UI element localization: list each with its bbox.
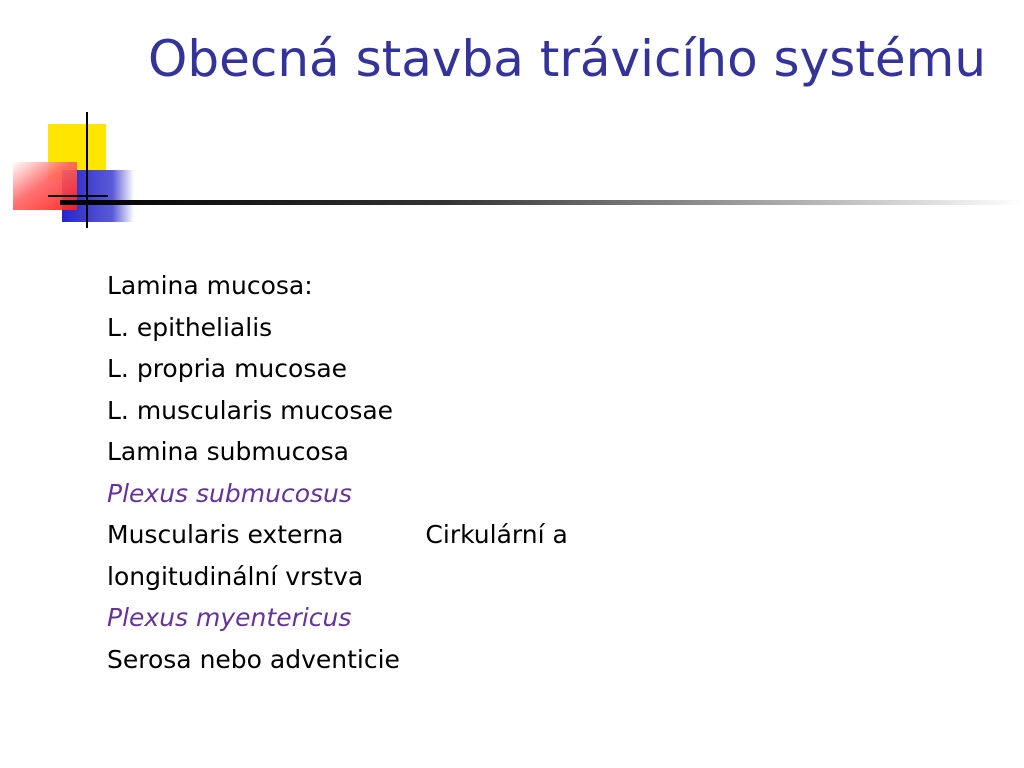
text-line-epithelialis: L. epithelialis bbox=[107, 312, 273, 342]
text-line-longitudinalni-vrstva: longitudinální vrstva bbox=[107, 561, 364, 591]
text-line-muscularis-mucosae: L. muscularis mucosae bbox=[107, 395, 394, 425]
cirkularni-label: Cirkulární a bbox=[425, 520, 568, 549]
slide-body bbox=[107, 265, 807, 680]
text-line-serosa: Serosa nebo adventicie bbox=[107, 644, 400, 674]
text-line-propria-mucosae: L. propria mucosae bbox=[107, 354, 348, 383]
muscularis-externa-label: Muscularis externa bbox=[107, 520, 344, 549]
slide-title: Obecná stavba trávicího systému bbox=[148, 30, 987, 88]
text-line-lamina-mucosa: Lamina mucosa: bbox=[107, 271, 313, 300]
text-line-plexus-submucosus: Plexus submucosus bbox=[107, 478, 352, 508]
text-line-plexus-myentericus: Plexus myentericus bbox=[107, 603, 352, 632]
text-line-lamina-submucosa: Lamina submucosa bbox=[107, 437, 349, 466]
text-line-muscularis-externa bbox=[107, 514, 807, 556]
title-underline bbox=[60, 200, 1024, 205]
